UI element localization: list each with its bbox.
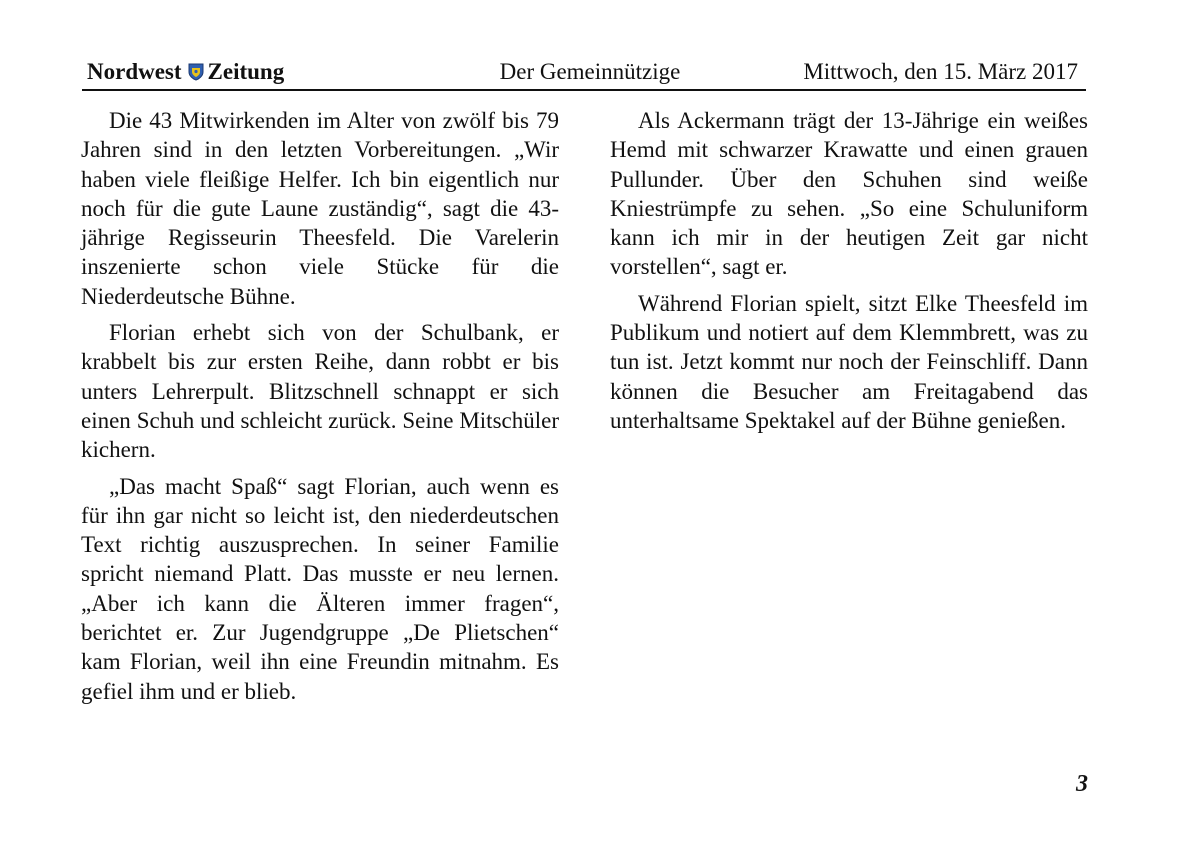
left-column [81, 106, 559, 713]
masthead-word-left: Nordwest [87, 59, 182, 84]
paragraph: Während Florian spielt, sitzt Elke Theesfeld im Publikum und notiert auf dem Klemmbrett, was zu tun ist. Jetzt kommt nur noch der Feinschliff. Dann können die Besucher am Freitagabend das unterhaltsame Spektakel auf der Bühne genießen. [610, 290, 1088, 433]
paragraph: Die 43 Mitwirkenden im Alter von zwölf bis 79 Jahren sind in den letzten Vorbereitungen. „Wir haben viele fleißige Helfer. Ich bin eigentlich nur noch für die gute Laune zuständig“, sagt die 43-jährige Regisseurin Theesfeld. Die Varelerin inszenierte schon viele Stücke für die Niederdeutsche Bühne. [81, 108, 559, 309]
paragraph: Als Ackermann trägt der 13-Jährige ein weißes Hemd mit schwarzer Krawatte und einen grauen Pullunder. Über den Schuhen sind weiße Kniestrümpfe zu sehen. „So eine Schuluniform kann ich mir in der heutigen Zeit gar nicht vorstellen“, sagt er. [610, 108, 1088, 280]
issue-date: Mittwoch, den 15. März 2017 [803, 59, 1078, 84]
section-title: Der Gemeinnützige [499, 59, 681, 84]
right-column [610, 106, 1088, 442]
paragraph: Florian erhebt sich von der Schulbank, er krabbelt bis zur ersten Reihe, dann robbt er bis unters Lehrerpult. Blitzschnell schnappt er sich einen Schuh und schleicht zurück. Seine Mitschüler kichern. [81, 320, 559, 463]
header-rule [82, 89, 1086, 91]
masthead-word-right: Zeitung [207, 59, 285, 84]
page-number: 3 [1076, 771, 1088, 797]
page-header [84, 58, 1086, 88]
paragraph: „Das macht Spaß“ sagt Florian, auch wenn es für ihn gar nicht so leicht ist, den niederdeutschen Text richtig auszusprechen. In seiner Familie spricht niemand Platt. Das musste er neu lernen. „Aber ich kann die Älteren immer fragen“, berichtet er. Zur Jugendgruppe „De Plietschen“ kam Florian, weil ihn eine Freundin mitnahm. Es gefiel ihm und er blieb. [81, 473, 559, 704]
